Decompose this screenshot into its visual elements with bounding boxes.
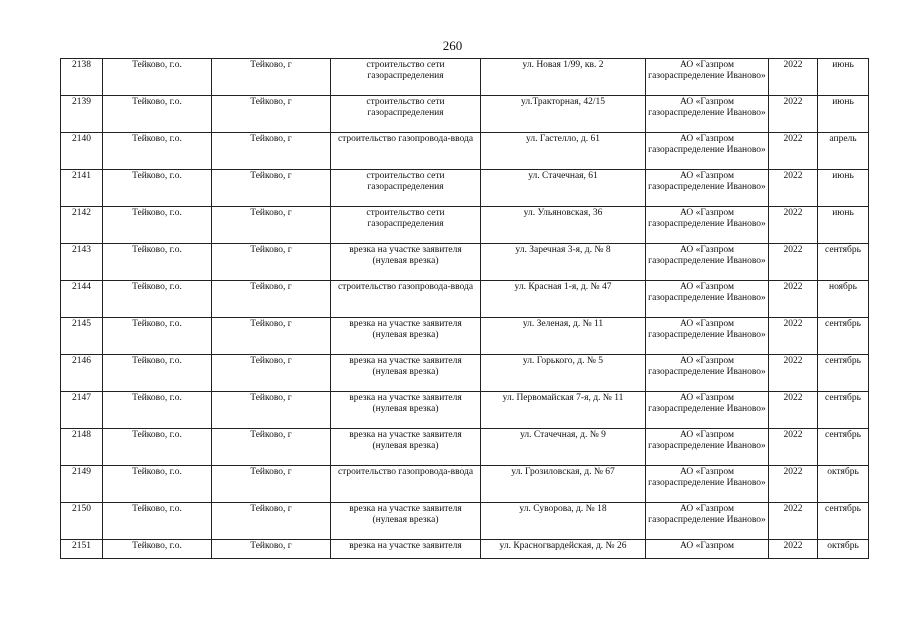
cell-organization: АО «Газпром газораспределение Иваново» — [646, 281, 769, 318]
cell-organization: АО «Газпром газораспределение Иваново» — [646, 466, 769, 503]
cell-organization: АО «Газпром газораспределение Иваново» — [646, 59, 769, 96]
cell-locality: Тейково, г — [212, 207, 331, 244]
table-row — [61, 429, 869, 466]
cell-year: 2022 — [769, 59, 818, 96]
cell-month: сентябрь — [818, 429, 869, 466]
cell-month: апрель — [818, 133, 869, 170]
cell-locality: Тейково, г — [212, 392, 331, 429]
cell-district: Тейково, г.о. — [103, 355, 212, 392]
cell-address: ул.Тракторная, 42/15 — [481, 96, 646, 133]
cell-work-type: врезка на участке заявителя (нулевая врезка) — [331, 429, 481, 466]
cell-locality: Тейково, г — [212, 503, 331, 540]
cell-organization: АО «Газпром газораспределение Иваново» — [646, 429, 769, 466]
cell-number: 2148 — [61, 429, 103, 466]
cell-work-type: врезка на участке заявителя (нулевая врезка) — [331, 244, 481, 281]
cell-address: ул. Ульяновская, 36 — [481, 207, 646, 244]
cell-district: Тейково, г.о. — [103, 540, 212, 559]
table-row — [61, 392, 869, 429]
cell-number: 2142 — [61, 207, 103, 244]
cell-month: июнь — [818, 96, 869, 133]
cell-address: ул. Зеленая, д. № 11 — [481, 318, 646, 355]
cell-year: 2022 — [769, 466, 818, 503]
cell-month: октябрь — [818, 466, 869, 503]
cell-locality: Тейково, г — [212, 355, 331, 392]
cell-organization: АО «Газпром газораспределение Иваново» — [646, 503, 769, 540]
cell-locality: Тейково, г — [212, 318, 331, 355]
cell-month: сентябрь — [818, 318, 869, 355]
cell-number: 2138 — [61, 59, 103, 96]
table-row — [61, 170, 869, 207]
cell-year: 2022 — [769, 207, 818, 244]
table-row — [61, 244, 869, 281]
table-row — [61, 207, 869, 244]
cell-organization: АО «Газпром газораспределение Иваново» — [646, 318, 769, 355]
cell-number: 2144 — [61, 281, 103, 318]
cell-district: Тейково, г.о. — [103, 466, 212, 503]
cell-organization: АО «Газпром газораспределение Иваново» — [646, 392, 769, 429]
cell-work-type: строительство сети газораспределения — [331, 170, 481, 207]
cell-number: 2140 — [61, 133, 103, 170]
cell-locality: Тейково, г — [212, 540, 331, 559]
cell-locality: Тейково, г — [212, 466, 331, 503]
cell-locality: Тейково, г — [212, 244, 331, 281]
cell-locality: Тейково, г — [212, 429, 331, 466]
cell-work-type: врезка на участке заявителя — [331, 540, 481, 559]
cell-work-type: врезка на участке заявителя (нулевая врезка) — [331, 392, 481, 429]
cell-year: 2022 — [769, 96, 818, 133]
cell-address: ул. Стачечная, 61 — [481, 170, 646, 207]
cell-work-type: врезка на участке заявителя (нулевая врезка) — [331, 355, 481, 392]
table-row — [61, 318, 869, 355]
cell-number: 2145 — [61, 318, 103, 355]
cell-month: июнь — [818, 170, 869, 207]
cell-locality: Тейково, г — [212, 170, 331, 207]
cell-month: сентябрь — [818, 392, 869, 429]
cell-year: 2022 — [769, 540, 818, 559]
cell-address: ул. Заречная 3-я, д. № 8 — [481, 244, 646, 281]
cell-district: Тейково, г.о. — [103, 281, 212, 318]
cell-number: 2146 — [61, 355, 103, 392]
cell-organization: АО «Газпром газораспределение Иваново» — [646, 244, 769, 281]
cell-month: сентябрь — [818, 503, 869, 540]
cell-locality: Тейково, г — [212, 96, 331, 133]
cell-month: сентябрь — [818, 244, 869, 281]
cell-district: Тейково, г.о. — [103, 429, 212, 466]
cell-work-type: строительство газопровода-ввода — [331, 133, 481, 170]
table-body — [61, 59, 869, 559]
table-row — [61, 466, 869, 503]
cell-address: ул. Красногвардейская, д. № 26 — [481, 540, 646, 559]
table-row — [61, 503, 869, 540]
cell-year: 2022 — [769, 133, 818, 170]
cell-address: ул. Первомайская 7-я, д. № 11 — [481, 392, 646, 429]
cell-district: Тейково, г.о. — [103, 244, 212, 281]
data-table — [60, 58, 869, 559]
cell-number: 2139 — [61, 96, 103, 133]
page-number: 260 — [442, 38, 463, 53]
cell-year: 2022 — [769, 392, 818, 429]
cell-month: сентябрь — [818, 355, 869, 392]
cell-work-type: строительство сети газораспределения — [331, 96, 481, 133]
cell-address: ул. Новая 1/99, кв. 2 — [481, 59, 646, 96]
cell-month: июнь — [818, 59, 869, 96]
cell-year: 2022 — [769, 244, 818, 281]
cell-district: Тейково, г.о. — [103, 170, 212, 207]
cell-work-type: строительство газопровода-ввода — [331, 281, 481, 318]
cell-number: 2141 — [61, 170, 103, 207]
cell-address: ул. Суворова, д. № 18 — [481, 503, 646, 540]
cell-year: 2022 — [769, 170, 818, 207]
table-row — [61, 133, 869, 170]
cell-locality: Тейково, г — [212, 59, 331, 96]
cell-district: Тейково, г.о. — [103, 318, 212, 355]
cell-month: июнь — [818, 207, 869, 244]
cell-district: Тейково, г.о. — [103, 96, 212, 133]
cell-number: 2150 — [61, 503, 103, 540]
cell-address: ул. Горького, д. № 5 — [481, 355, 646, 392]
cell-year: 2022 — [769, 355, 818, 392]
cell-organization: АО «Газпром газораспределение Иваново» — [646, 133, 769, 170]
cell-district: Тейково, г.о. — [103, 133, 212, 170]
cell-address: ул. Красная 1-я, д. № 47 — [481, 281, 646, 318]
cell-district: Тейково, г.о. — [103, 503, 212, 540]
cell-district: Тейково, г.о. — [103, 59, 212, 96]
cell-number: 2147 — [61, 392, 103, 429]
cell-year: 2022 — [769, 429, 818, 466]
cell-locality: Тейково, г — [212, 133, 331, 170]
cell-organization: АО «Газпром газораспределение Иваново» — [646, 96, 769, 133]
cell-work-type: строительство сети газораспределения — [331, 59, 481, 96]
cell-number: 2151 — [61, 540, 103, 559]
cell-work-type: врезка на участке заявителя (нулевая врезка) — [331, 318, 481, 355]
cell-locality: Тейково, г — [212, 281, 331, 318]
cell-organization: АО «Газпром газораспределение Иваново» — [646, 170, 769, 207]
table-row — [61, 281, 869, 318]
cell-organization: АО «Газпром газораспределение Иваново» — [646, 355, 769, 392]
cell-year: 2022 — [769, 318, 818, 355]
cell-work-type: строительство газопровода-ввода — [331, 466, 481, 503]
table-row — [61, 355, 869, 392]
table-row — [61, 540, 869, 559]
cell-address: ул. Грозиловская, д. № 67 — [481, 466, 646, 503]
cell-number: 2149 — [61, 466, 103, 503]
cell-organization: АО «Газпром — [646, 540, 769, 559]
table-row — [61, 96, 869, 133]
cell-address: ул. Гастелло, д. 61 — [481, 133, 646, 170]
cell-month: ноябрь — [818, 281, 869, 318]
cell-year: 2022 — [769, 503, 818, 540]
table-row — [61, 59, 869, 96]
cell-address: ул. Стачечная, д. № 9 — [481, 429, 646, 466]
cell-district: Тейково, г.о. — [103, 392, 212, 429]
cell-district: Тейково, г.о. — [103, 207, 212, 244]
cell-organization: АО «Газпром газораспределение Иваново» — [646, 207, 769, 244]
cell-number: 2143 — [61, 244, 103, 281]
cell-work-type: врезка на участке заявителя (нулевая врезка) — [331, 503, 481, 540]
cell-work-type: строительство сети газораспределения — [331, 207, 481, 244]
cell-month: октябрь — [818, 540, 869, 559]
cell-year: 2022 — [769, 281, 818, 318]
